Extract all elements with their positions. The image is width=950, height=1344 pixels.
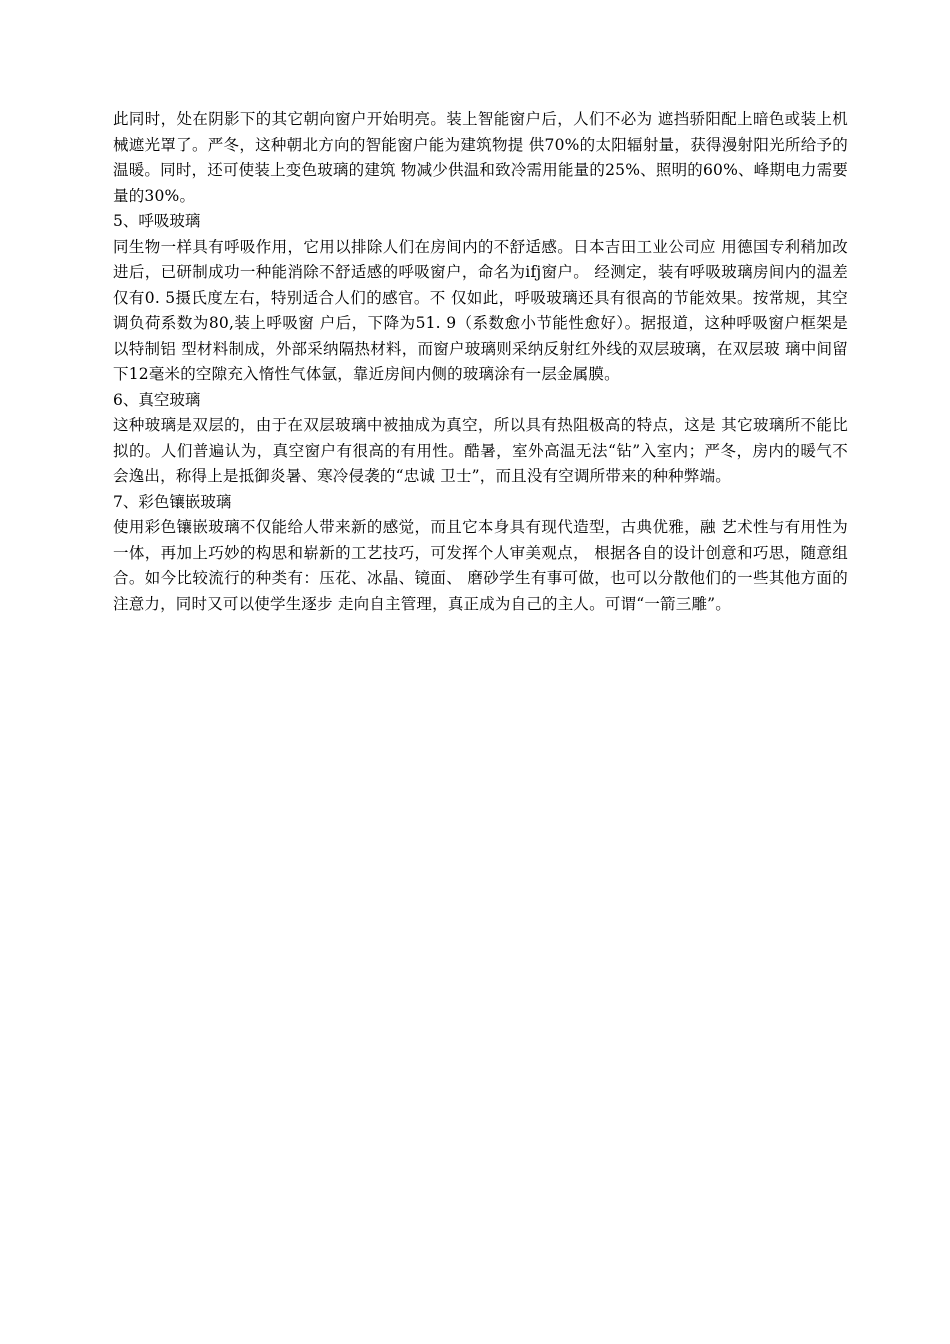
heading-stained-glass: 7、彩色镶嵌玻璃	[113, 492, 232, 511]
heading-vacuum-glass: 6、真空玻璃	[113, 390, 201, 409]
document-page	[113, 107, 848, 617]
paragraph-breathing-glass: 同生物一样具有呼吸作用，它用以排除人们在房间内的不舒适感。日本吉田工业公司应 用德国专利稍加改进后，已研制成功一种能消除不舒适感的呼吸窗户，命名为ifj窗户。 经测定，装有呼吸玻璃房间内的温差仅有0. 5摄氏度左右，特别适合人们的感官。不 仅如此，呼吸玻璃还具有很高的节能效果。按常规，其空调负荷系数为80,装上呼吸窗 户后，下降为51. 9（系数愈小节能性愈好）。据报道，这种呼吸窗户框架是以特制铝 型材料制成，外部采纳隔热材料，而窗户玻璃则采纳反射红外线的双层玻璃，在双层玻 璃中间留下12毫米的空隙充入惰性气体氩，靠近房间内侧的玻璃涂有一层金属膜。	[113, 237, 848, 383]
paragraph-stained-glass: 使用彩色镶嵌玻璃不仅能给人带来新的感觉，而且它本身具有现代造型，古典优雅，融 艺术性与有用性为一体，再加上巧妙的构思和崭新的工艺技巧，可发挥个人审美观点， 根据各自的设计创意和巧思，随意组合。如今比较流行的种类有：压花、冰晶、镜面、 磨砂学生有事可做，也可以分散他们的一些其他方面的注意力，同时又可以使学生逐步 走向自主管理，真正成为自己的主人。可谓“一箭三雕”。	[113, 518, 848, 613]
heading-breathing-glass: 5、呼吸玻璃	[113, 212, 201, 230]
paragraph-intro: 此同时，处在阴影下的其它朝向窗户开始明亮。装上智能窗户后，人们不必为 遮挡骄阳配上暗色或装上机械遮光罩了。严冬，这种朝北方向的智能窗户能为建筑物提 供70%的太阳辐射量，获得漫射阳光所给予的温暖。同时，还可使装上变色玻璃的建筑 物减少供温和致冷需用能量的25%、照明的60%、峰期电力需要量的30%。	[113, 110, 848, 205]
paragraph-vacuum-glass: 这种玻璃是双层的，由于在双层玻璃中被抽成为真空，所以具有热阻极高的特点，这是 其它玻璃所不能比拟的。人们普遍认为，真空窗户有很高的有用性。酷暑，室外高温无法“钻”入室内；严冬，房内的暖气不会逸出，称得上是抵御炎暑、寒冷侵袭的“忠诚 卫士”，而且没有空调所带来的种种弊端。	[113, 416, 848, 485]
